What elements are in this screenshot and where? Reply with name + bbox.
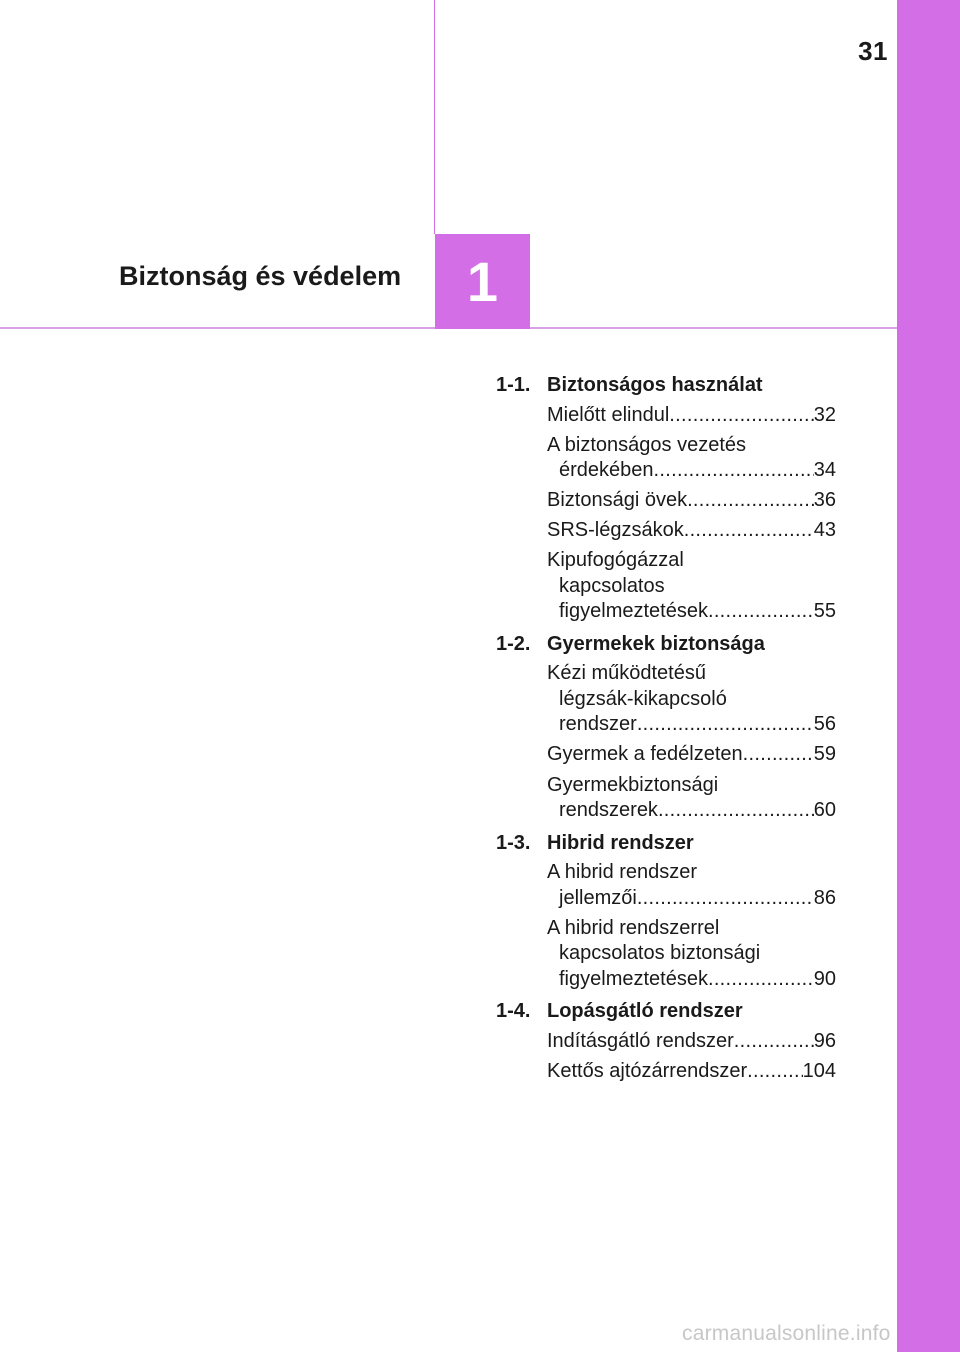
toc-entry-page: 104 — [802, 1059, 836, 1082]
toc-entry[interactable] — [547, 860, 836, 911]
toc-section-number: 1-1. — [496, 374, 531, 396]
toc-entry-page: 34 — [813, 459, 836, 482]
toc-entry-page: 59 — [813, 743, 836, 766]
toc-section-number: 1-4. — [496, 1000, 531, 1023]
toc-entry-label: figyelmeztetések — [559, 600, 708, 623]
toc-entry-label: Kézi működtetésű — [547, 662, 706, 685]
toc-entry-label: Indításgátló rendszer — [547, 1029, 734, 1052]
toc-entry-label: rendszer — [559, 713, 637, 736]
toc-section-heading[interactable] — [496, 831, 836, 857]
toc-entry-label: SRS-légzsákok — [547, 519, 684, 542]
toc-section — [496, 632, 836, 824]
toc-entry-label: Kipufogógázzal — [547, 549, 684, 572]
toc-section-title: Lopásgátló rendszer — [547, 1000, 743, 1023]
toc-entry-page: 90 — [813, 967, 836, 990]
toc-entry-label: Gyermek a fedélzeten — [547, 743, 743, 766]
toc-entry-page: 32 — [813, 403, 836, 426]
toc-entry-label: jellemzői — [559, 886, 637, 909]
toc-leader-dots — [654, 458, 814, 484]
page-number: 31 — [858, 36, 888, 66]
toc-entry-page: 43 — [813, 519, 836, 542]
chapter-number: 1 — [466, 250, 499, 313]
toc-entry-label: Mielőtt elindul — [547, 403, 670, 426]
toc-entry[interactable] — [547, 403, 836, 429]
toc-section-title: Hibrid rendszer — [547, 831, 694, 854]
chapter-title: Biztonság és védelem — [119, 261, 402, 291]
toc-leader-dots — [743, 742, 814, 768]
toc-leader-dots — [708, 599, 814, 625]
toc-entry-label: Gyermekbiztonsági — [547, 773, 719, 796]
toc-section-heading[interactable] — [496, 999, 836, 1025]
toc-entry-label: A biztonságos vezetés — [547, 433, 747, 456]
toc-entry-label: kapcsolatos — [559, 574, 665, 597]
toc-entry-label: figyelmeztetések — [559, 967, 708, 990]
toc-section-heading[interactable] — [496, 373, 836, 399]
toc-entry[interactable] — [547, 1029, 836, 1055]
toc-entry-label: Biztonsági övek — [547, 489, 688, 512]
toc-section — [496, 831, 836, 993]
toc-entry-page: 36 — [813, 489, 836, 512]
toc-section — [496, 999, 836, 1084]
toc-entry[interactable] — [547, 916, 836, 993]
toc-entry-page: 86 — [813, 886, 836, 909]
toc-entry[interactable] — [547, 488, 836, 514]
toc-entry-page: 96 — [813, 1029, 836, 1052]
toc-entry-label: légzsák-kikapcsoló — [559, 687, 727, 710]
toc-entry[interactable] — [547, 742, 836, 768]
table-of-contents — [496, 373, 836, 1091]
toc-section-title: Biztonságos használat — [547, 374, 763, 396]
footer-watermark: carmanualsonline.info — [682, 1322, 891, 1345]
toc-entry-label: A hibrid rendszerrel — [547, 916, 720, 939]
toc-entry-page: 56 — [813, 713, 836, 736]
toc-entry-label: kapcsolatos biztonsági — [559, 942, 761, 965]
toc-leader-dots — [637, 886, 814, 912]
toc-entry-label: érdekében — [559, 459, 654, 482]
toc-entry[interactable] — [547, 433, 836, 484]
toc-entry-page: 60 — [813, 799, 836, 822]
toc-leader-dots — [658, 798, 814, 824]
toc-entry[interactable] — [547, 661, 836, 738]
toc-entry[interactable] — [547, 548, 836, 625]
chapter-number-box — [435, 234, 530, 329]
toc-leader-dots — [637, 712, 814, 738]
toc-entry-label: rendszerek — [559, 799, 658, 822]
toc-section — [496, 373, 836, 625]
toc-section-number: 1-2. — [496, 632, 531, 655]
toc-section-heading[interactable] — [496, 632, 836, 658]
toc-entry-page: 55 — [813, 600, 836, 623]
toc-leader-dots — [687, 488, 814, 514]
toc-entry[interactable] — [547, 773, 836, 824]
toc-leader-dots — [747, 1059, 803, 1085]
header-divider-vertical — [434, 0, 435, 234]
toc-leader-dots — [708, 967, 814, 993]
toc-entry[interactable] — [547, 1059, 836, 1085]
toc-entry[interactable] — [547, 518, 836, 544]
toc-entry-label: Kettős ajtózárrendszer — [547, 1059, 748, 1082]
toc-leader-dots — [669, 403, 813, 429]
chapter-side-tab — [897, 0, 960, 1352]
toc-entry-label: A hibrid rendszer — [547, 861, 698, 884]
toc-leader-dots — [684, 518, 814, 544]
toc-section-title: Gyermekek biztonsága — [547, 632, 765, 655]
toc-leader-dots — [734, 1029, 814, 1055]
toc-section-number: 1-3. — [496, 831, 531, 854]
